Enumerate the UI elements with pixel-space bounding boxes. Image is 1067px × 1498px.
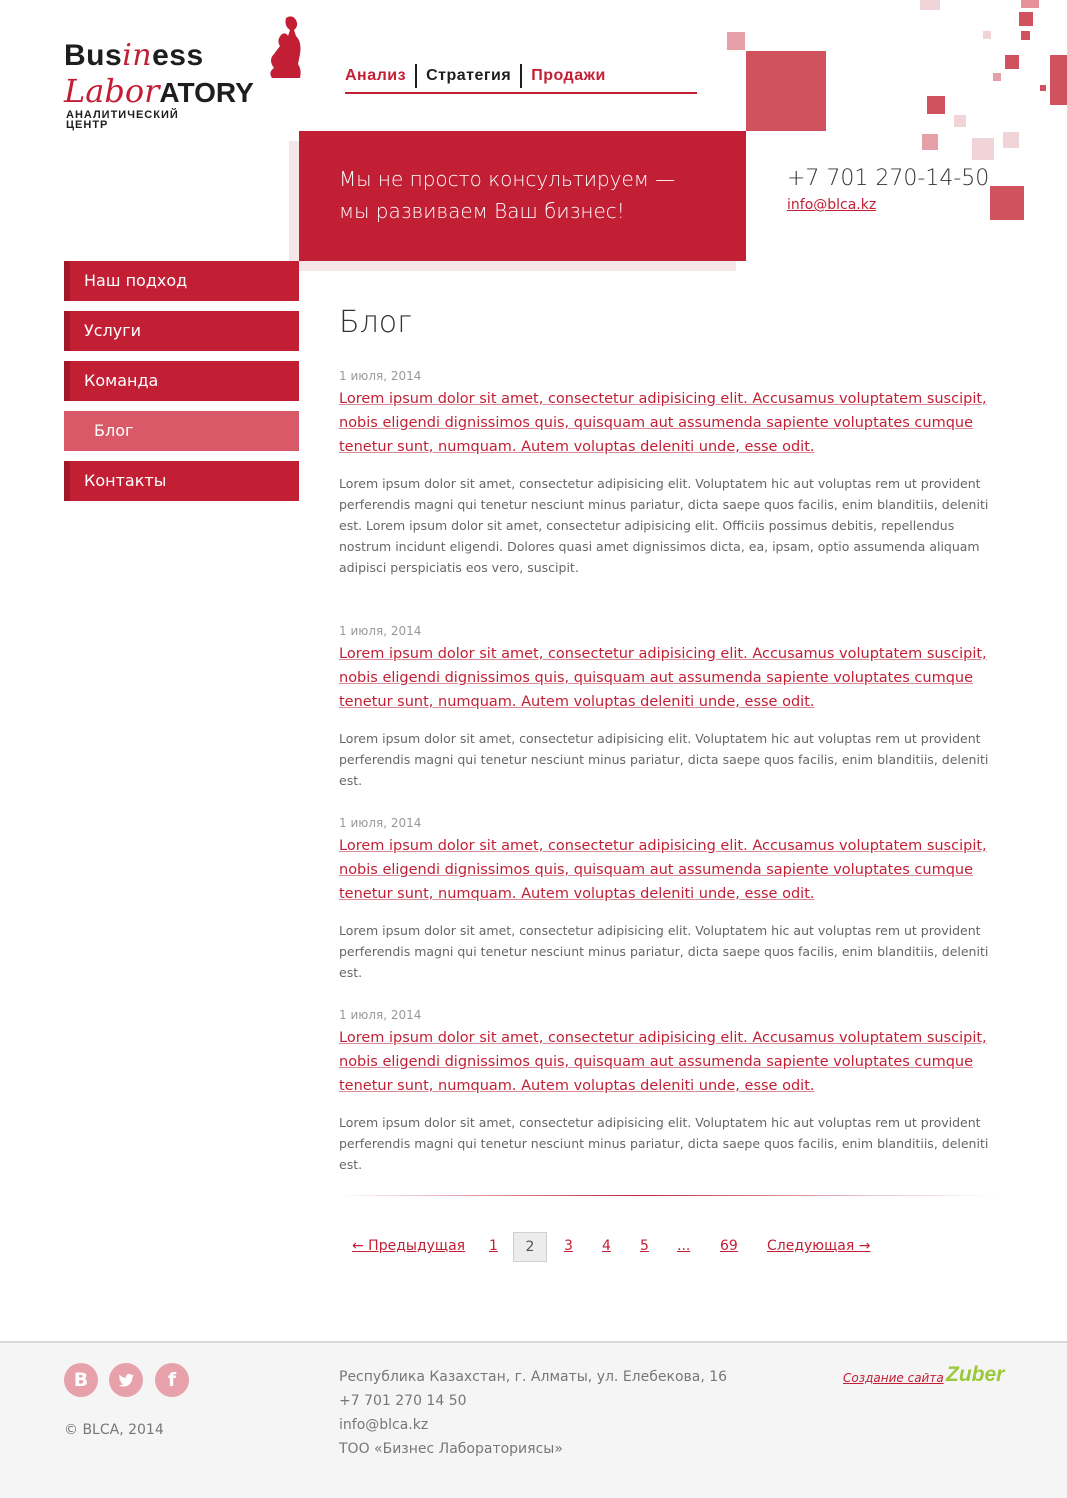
top-nav bbox=[345, 64, 697, 94]
sidemenu-item-services[interactable]: Услуги bbox=[64, 311, 299, 351]
post-excerpt: Lorem ipsum dolor sit amet, consectetur adipisicing elit. Voluptatem hic aut voluptas rem ut provident perferendis magni qui tenetur nesciunt minus pariatur, dicta saepe quos facilis, enim blanditiis, deleniti est. bbox=[339, 1115, 989, 1172]
post-date: 1 июля, 2014 bbox=[339, 624, 422, 638]
logo-line-1: Business bbox=[64, 38, 204, 73]
post-title-link[interactable]: Lorem ipsum dolor sit amet, consectetur adipisicing elit. Accusamus voluptatem suscipit, nobis eligendi dignissimos quis, quisquam aut assumenda sapiente voluptates cumque tenetur sunt, numquam. Autem voluptas deleniti unde, esse odit. bbox=[339, 391, 987, 455]
post-date: 1 июля, 2014 bbox=[339, 369, 422, 383]
post-excerpt: Lorem ipsum dolor sit amet, consectetur adipisicing elit. Voluptatem hic aut voluptas rem ut provident perferendis magni qui tenetur nesciunt minus pariatur, dicta saepe quos facilis, enim blanditiis, deleniti est. bbox=[339, 923, 989, 980]
hero-line-1: Мы не просто консультируем — bbox=[339, 167, 676, 191]
pagination-prev-link[interactable]: ← Предыдущая bbox=[352, 1238, 466, 1254]
post-excerpt: Lorem ipsum dolor sit amet, consectetur adipisicing elit. Voluptatem hic aut voluptas rem ut provident perferendis magni qui tenetur nesciunt minus pariatur, dicta saepe quos facilis, enim blanditiis, deleniti est. bbox=[339, 731, 989, 788]
blog-post bbox=[339, 1008, 999, 1175]
logo[interactable] bbox=[64, 14, 304, 134]
thinker-figure-icon bbox=[256, 14, 304, 78]
vk-icon[interactable]: B bbox=[64, 1363, 98, 1397]
pagination-current-page: 2 bbox=[513, 1232, 547, 1262]
blog-post bbox=[339, 369, 999, 578]
page-title: Блог bbox=[339, 305, 412, 340]
topnav-item-strategy[interactable]: Стратегия bbox=[426, 67, 512, 84]
pagination-page-link[interactable]: 5 bbox=[640, 1238, 649, 1254]
header-email-link[interactable]: info@blca.kz bbox=[787, 197, 877, 213]
pagination-ellipsis[interactable]: ... bbox=[677, 1238, 691, 1254]
post-date: 1 июля, 2014 bbox=[339, 1008, 422, 1022]
footer-email[interactable]: info@blca.kz bbox=[339, 1417, 429, 1433]
facebook-icon[interactable]: f bbox=[155, 1363, 189, 1397]
twitter-bird-icon bbox=[117, 1371, 135, 1389]
footer-contacts bbox=[339, 1365, 727, 1461]
post-excerpt: Lorem ipsum dolor sit amet, consectetur adipisicing elit. Voluptatem hic aut voluptas rem ut provident perferendis magni qui tenetur nesciunt minus pariatur, dicta saepe quos facilis, enim blanditiis, deleniti est. Lorem ipsum dolor sit amet, consectetur adipisicing elit. Officiis possimus debitis, repellendus nostrum incidunt eligendi. Dolores quasi amet dignissimos dicta, ea, ipsam, optio assumenda aliquam adipisci perspiciatis eos vero, suscipit. bbox=[339, 476, 989, 575]
footer-phone: +7 701 270 14 50 bbox=[339, 1393, 467, 1409]
hero-banner bbox=[299, 131, 746, 261]
logo-subtitle: АНАЛИТИЧЕСКИЙ ЦЕНТР bbox=[66, 109, 179, 131]
header-phone: +7 701 270-14-50 bbox=[787, 166, 990, 191]
post-title-link[interactable]: Lorem ipsum dolor sit amet, consectetur adipisicing elit. Accusamus voluptatem suscipit, nobis eligendi dignissimos quis, quisquam aut assumenda sapiente voluptates cumque tenetur sunt, numquam. Autem voluptas deleniti unde, esse odit. bbox=[339, 1030, 987, 1094]
sidemenu-item-approach[interactable]: Наш подход bbox=[64, 261, 299, 301]
sidemenu-item-team[interactable]: Команда bbox=[64, 361, 299, 401]
site-creator-link[interactable]: Создание сайта bbox=[843, 1371, 944, 1385]
topnav-item-analysis[interactable]: Анализ bbox=[345, 67, 407, 84]
topnav-separator bbox=[520, 64, 522, 88]
content-divider bbox=[339, 1195, 999, 1196]
zuber-logo[interactable]: Zuber bbox=[946, 1363, 1005, 1386]
topnav-separator bbox=[415, 64, 417, 88]
pagination-next-link[interactable]: Следующая → bbox=[767, 1238, 871, 1254]
blog-post bbox=[339, 624, 999, 791]
pagination-page-link[interactable]: 4 bbox=[602, 1238, 611, 1254]
footer bbox=[0, 1341, 1067, 1498]
blog-post bbox=[339, 816, 999, 983]
footer-company: ТОО «Бизнес Лабораториясы» bbox=[339, 1441, 563, 1457]
sidemenu-item-contacts[interactable]: Контакты bbox=[64, 461, 299, 501]
pagination-page-link[interactable]: 69 bbox=[720, 1238, 738, 1254]
pagination-page-link[interactable]: 3 bbox=[564, 1238, 573, 1254]
hero-line-2: мы развиваем Ваш бизнес! bbox=[339, 199, 625, 223]
pagination bbox=[339, 1232, 999, 1262]
pagination-page-link[interactable]: 1 bbox=[489, 1238, 498, 1254]
topnav-item-sales[interactable]: Продажи bbox=[531, 67, 606, 84]
sidemenu-item-blog[interactable]: Блог bbox=[64, 411, 299, 451]
logo-line-2: LaborATORY bbox=[64, 72, 254, 110]
post-title-link[interactable]: Lorem ipsum dolor sit amet, consectetur adipisicing elit. Accusamus voluptatem suscipit, nobis eligendi dignissimos quis, quisquam aut assumenda sapiente voluptates cumque tenetur sunt, numquam. Autem voluptas deleniti unde, esse odit. bbox=[339, 838, 987, 902]
copyright: © BLCA, 2014 bbox=[64, 1422, 164, 1438]
side-menu bbox=[64, 261, 299, 511]
twitter-icon[interactable] bbox=[109, 1363, 143, 1397]
footer-address: Республика Казахстан, г. Алматы, ул. Елебекова, 16 bbox=[339, 1369, 728, 1385]
post-date: 1 июля, 2014 bbox=[339, 816, 422, 830]
post-title-link[interactable]: Lorem ipsum dolor sit amet, consectetur adipisicing elit. Accusamus voluptatem suscipit, nobis eligendi dignissimos quis, quisquam aut assumenda sapiente voluptates cumque tenetur sunt, numquam. Autem voluptas deleniti unde, esse odit. bbox=[339, 646, 987, 710]
